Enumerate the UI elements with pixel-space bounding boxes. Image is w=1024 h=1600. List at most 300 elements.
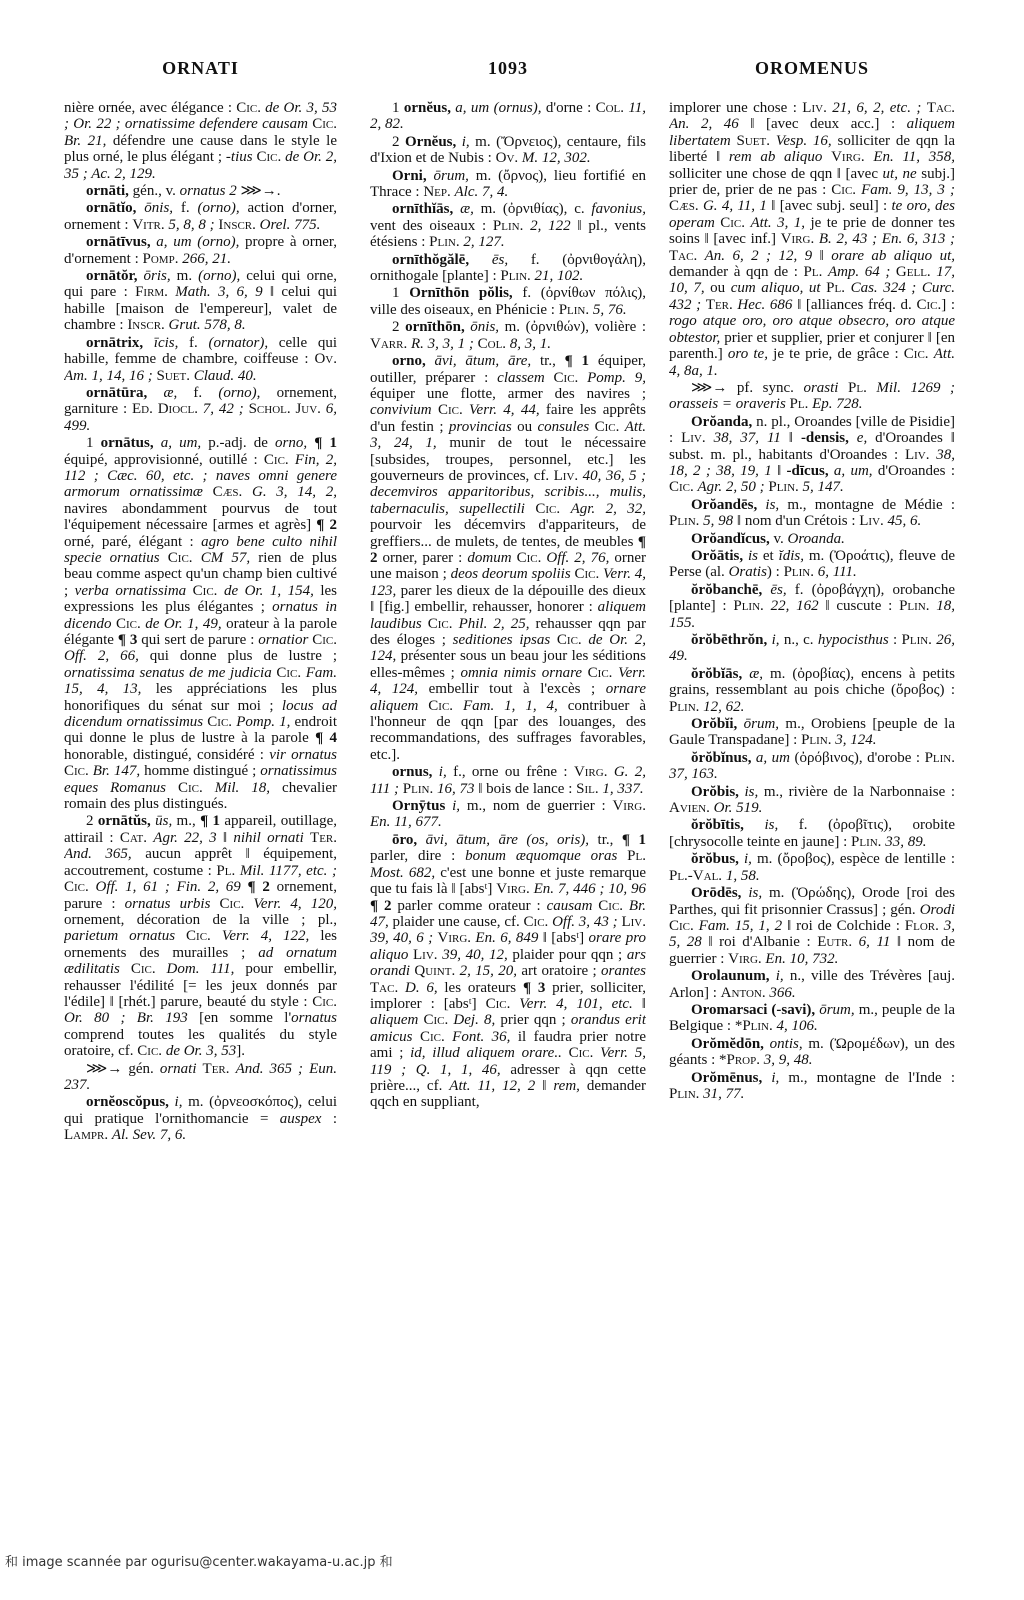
entry-text: m. (Ὀρώδης), Orode [roi des Parthes, qui fit prisonnier Crassus] ; gén. [669, 885, 955, 918]
entry-text: prier qqn ; [495, 1012, 571, 1029]
bold-text: ¶ 1 [307, 435, 337, 452]
italic-text: 38, 37, 11 [713, 430, 781, 447]
entry-text: vent des oiseaux : [370, 217, 493, 234]
author-abbrev: Pl.-Val. [669, 867, 726, 884]
bold-text: Orōdēs, [691, 885, 742, 902]
italic-text: ornatus [291, 1010, 337, 1027]
italic-text: Verr. 4, 122, [221, 928, 310, 945]
entry-text: ‖ [avec subj. seul] : [766, 198, 892, 215]
author-abbrev: Liv. [859, 513, 888, 530]
italic-text: 26, 49. [669, 632, 955, 665]
dictionary-entry [669, 666, 955, 715]
italic-text: oro te, [727, 346, 768, 363]
italic-text: a, um (orno), [150, 234, 240, 251]
italic-text: id, illud aliquem orare.. [410, 1045, 569, 1062]
italic-text: æ, [453, 201, 474, 218]
dictionary-entry [64, 268, 337, 334]
author-abbrev: Virg. [612, 798, 646, 815]
author-abbrev: Cic. [263, 451, 295, 468]
dictionary-entry [669, 716, 955, 749]
author-abbrev: Cic. [167, 549, 201, 566]
bold-text: Orŏātis, [691, 547, 744, 564]
italic-text: is, [738, 783, 759, 800]
bold-text: Orŏmĕdōn, [691, 1035, 764, 1052]
italic-text: 7, 42 ; [202, 401, 249, 418]
entry-text: ‖ [216, 829, 234, 846]
entry-text: solliciter de qqn la liberté ‖ [669, 132, 955, 166]
entry-text: m., peuple de la Belgique : [669, 1001, 955, 1035]
entry-text: f., orne ou frêne : [446, 764, 574, 781]
italic-text: ornatus urbis [124, 895, 220, 912]
entry-text: rien de plus beau comme aspect qu'un champ bien cultivé ; [64, 549, 337, 599]
entry-text: je te prie de donner tes soins ‖ [avec inf.] [669, 214, 955, 248]
author-abbrev: Cic. [903, 346, 934, 363]
author-abbrev: Cic. [423, 1012, 454, 1029]
entry-text: 1 [392, 100, 404, 116]
entry-text: équiper une flotte, armer des navires ; [370, 385, 646, 402]
entry-text: : [888, 632, 902, 648]
italic-text: Or. 80 ; Br. 193 [64, 1010, 188, 1027]
author-abbrev: Cic. [594, 418, 625, 435]
bold-text: ornus, [392, 764, 433, 781]
bold-text: ŏrŏbĭās, [691, 665, 743, 682]
italic-text: agro bene culto nihil specie ornatius [64, 533, 337, 566]
entry-text: ‖ [632, 995, 646, 1012]
entry-text: endroit qui donne le plus de lustre à la parole [64, 714, 337, 747]
entry-text: ‖ roi de Colchide : [782, 917, 905, 934]
italic-text: 22, 162 [770, 598, 819, 615]
entry-text: faire les apprêts d'un festin ; [370, 402, 646, 435]
dictionary-entry [669, 497, 955, 530]
dictionary-entry [64, 1061, 337, 1094]
author-abbrev: Pl. [826, 280, 851, 297]
author-abbrev: Cic. [598, 897, 629, 914]
italic-text: classem [497, 369, 554, 386]
italic-text: is, [743, 817, 779, 834]
italic-text: 33, 89. [885, 833, 927, 850]
entry-text: ‖ [780, 430, 801, 447]
bold-text: Orŏmēnus, [691, 1069, 763, 1086]
author-abbrev: Virg. [573, 764, 614, 781]
author-abbrev: Avien. [669, 800, 714, 817]
entry-text: parler, dire : [370, 848, 466, 865]
italic-text: is, [741, 885, 763, 902]
italic-text: 3, 9, 48. [763, 1052, 813, 1069]
entry-text: ou [704, 280, 731, 297]
author-abbrev: Plin. [733, 598, 771, 615]
entry-text: f. [173, 200, 198, 217]
dictionary-entry [669, 582, 955, 631]
author-abbrev: Plin. [669, 1085, 704, 1102]
entry-text: pour embellir, rehausser l'édilité [= les jeux donnés par l'édile] ‖ [rhét.] parure, beauté du style : [64, 961, 337, 1010]
italic-text: Hec. 686 [737, 296, 793, 313]
dictionary-entry [370, 168, 646, 201]
entry-text: ‖ roi d'Albanie : [701, 934, 818, 951]
author-abbrev: Cæs. [212, 484, 252, 501]
italic-text: G. 2, 111 ; [370, 764, 646, 797]
italic-text: 2, 127. [463, 234, 505, 251]
bold-text: ŏrŏbus, [691, 851, 739, 868]
italic-text: Amp. 64 ; [827, 264, 896, 281]
bold-text: ornīthŏgălē, [392, 251, 470, 268]
entry-text: f. (ὀρνιθογάλη), ornithogale [plante] : [370, 251, 646, 285]
entry-text: m., nom de guerrier : [460, 798, 613, 815]
entry-text: 2 [86, 813, 98, 830]
author-abbrev: Cic. [428, 697, 463, 714]
italic-text: ut, ne [882, 165, 917, 182]
author-abbrev: Plin. [402, 780, 437, 797]
bold-text: orno, [392, 353, 426, 370]
author-abbrev: Cic. [916, 296, 942, 313]
entry-text: ‖ celui qui habille [maison de l'empereur], valet de chambre : [64, 284, 337, 334]
entry-text: n. pl., Oroandes [ville de Pisidie] : [669, 413, 955, 447]
italic-text: An. 2, 46 [669, 116, 739, 133]
author-abbrev: Cic. [115, 615, 146, 632]
bold-text: Orŏbis, [691, 783, 739, 800]
dictionary-entry [669, 100, 955, 379]
entry-text: ‖ [771, 462, 787, 479]
italic-text: Or. 519. [713, 800, 763, 817]
dictionary-entry [370, 764, 646, 797]
italic-text: 6, 11 [858, 934, 891, 951]
italic-text: a, um, [828, 462, 873, 479]
entry-text: orateur à la parole élégante [64, 615, 337, 648]
italic-text: Fam. 15, 1, 2 [698, 917, 783, 934]
italic-text: 37, 163. [669, 766, 718, 783]
author-abbrev: Cic. [64, 763, 93, 780]
column-2 [370, 100, 646, 1515]
dictionary-entry [669, 531, 955, 547]
running-head-right: OROMENUS [754, 58, 869, 78]
italic-text: Mil. 18, [214, 779, 271, 796]
entry-text: ‖ [535, 1077, 554, 1094]
author-abbrev: Plin. [669, 513, 704, 530]
dictionary-entry [669, 1070, 955, 1103]
dictionary-entry [669, 968, 955, 1001]
italic-text: An. 6, 2 ; 12, 9 [704, 247, 813, 264]
author-abbrev: Sil. [576, 780, 603, 797]
author-abbrev: Lampr. [64, 1127, 112, 1144]
author-abbrev: Cat. [119, 829, 154, 846]
entry-text: m. [170, 268, 199, 285]
author-abbrev: Liv. [802, 100, 833, 116]
column-1 [64, 100, 337, 1515]
author-abbrev: Cic. [720, 214, 751, 231]
bold-text: ornātŏr, [86, 268, 138, 285]
entry-text: f. (ὀρνίθων πόλις), ville des oiseaux, en Phénicie : [370, 285, 646, 318]
italic-text: ornatior [258, 632, 313, 648]
italic-text: Verr. 4, 123, [370, 566, 646, 599]
entry-text: f. (ὀροβῖτις), orobite [chrysocolle teinte en jaune] : [669, 817, 955, 850]
italic-text: 12, 62. [703, 698, 745, 715]
entry-text: parer les dieux de la dépouille des dieux ‖ [fig.] embellir, rehausser, honorer : [370, 582, 646, 616]
entry-text: plaider une cause, cf. [388, 913, 524, 930]
author-abbrev: Pomp. [142, 250, 183, 267]
italic-text: 38, 18, 2 ; 38, 19, 1 [669, 446, 955, 479]
italic-text: 1, 58. [725, 867, 760, 884]
bold-text: ¶ 2 [370, 533, 646, 566]
bold-text: ornĕoscŏpus, [86, 1094, 169, 1111]
author-abbrev: Ter. [202, 1060, 236, 1077]
italic-text: Att. 4, 8a, 1. [669, 346, 955, 379]
dictionary-entry [64, 1094, 337, 1143]
entry-text: homme distingué ; [140, 763, 261, 780]
author-abbrev: Tac. [926, 100, 955, 116]
author-abbrev: Cic. [276, 664, 306, 681]
bold-text: Orolaunum, [691, 968, 770, 985]
author-abbrev: Cic. [831, 182, 862, 199]
author-abbrev: Pl. [789, 396, 813, 413]
italic-text: i, [762, 1069, 780, 1086]
italic-text: ōrum, [426, 167, 469, 184]
entry-text: prier, solliciter, implorer : [absᵗ] [370, 979, 646, 1012]
italic-text: Att. 11, 12, 2 [449, 1077, 536, 1094]
italic-text: Br. 147, [92, 763, 141, 780]
entry-text: défendre une cause dans le style le plus orné, le plus élégant ; [64, 132, 337, 166]
dictionary-entry [669, 1036, 955, 1069]
entry-text: : [321, 1110, 337, 1127]
italic-text: 21, 102. [534, 268, 584, 285]
italic-text: locus ad dicendum ornatissimus [64, 697, 337, 731]
author-abbrev: Pl. [803, 264, 828, 281]
author-abbrev: Suet. [736, 132, 776, 149]
italic-text: seditiones ipsas [452, 632, 557, 648]
italic-text: Verr. 4, 101, etc. [519, 995, 633, 1012]
author-abbrev: Cic. [64, 879, 96, 896]
italic-text: omnia nimis ornare [460, 664, 588, 681]
author-abbrev: Pl. [627, 848, 646, 865]
italic-text: consules [537, 418, 595, 435]
entry-text: rehausser qqn par des éloges ; [370, 615, 646, 648]
entry-text: subj.] prier de, prier de ne pas : [669, 165, 955, 199]
author-abbrev: Pl. [216, 862, 240, 879]
entry-text: d'Oroandes : [872, 462, 955, 479]
bold-text: ŏrŏbanchē, [691, 581, 763, 598]
entry-text: orner une maison ; [370, 549, 646, 583]
bold-text: ornāti, [86, 183, 129, 200]
author-abbrev: Cic. [523, 913, 553, 930]
entry-text: m., montagne de Médie : [779, 496, 955, 513]
italic-text: orasti [803, 379, 849, 396]
author-abbrev: Virg. [437, 930, 476, 947]
author-abbrev: Plin. [924, 749, 955, 766]
dictionary-entry [64, 385, 337, 434]
entry-text: plaider pour qqn ; [507, 946, 627, 963]
italic-text: 5, 147. [802, 479, 844, 496]
bold-text: -densis, [800, 430, 849, 447]
author-abbrev: Col. [477, 335, 510, 352]
dictionary-entry [370, 319, 646, 352]
dictionary-entry [370, 100, 646, 133]
italic-text: Fam. 1, 1, 4, [462, 697, 558, 714]
author-abbrev: Ed. Diocl. [132, 401, 203, 418]
italic-text: parietum ornatus [64, 928, 187, 945]
bold-text: ¶ 1 [564, 353, 590, 370]
bold-text: Ornĕus, [405, 133, 457, 150]
entry-text: p.-adj. de [201, 435, 276, 452]
italic-text: āvi, ātum, āre, [425, 353, 532, 370]
entry-text: ⋙→ gén. [86, 1060, 160, 1077]
italic-text: a, um (ornus), [450, 100, 542, 116]
italic-text: Fam. 15, 4, 13, [64, 664, 337, 698]
page-number: 1093 [488, 58, 528, 78]
italic-text: (orno), [197, 200, 240, 217]
author-abbrev: Cæs. [669, 198, 703, 215]
entry-text: je te prie, de grâce : [767, 346, 904, 363]
entry-text: 1 [86, 435, 101, 452]
entry-text: orner, parer : [377, 549, 468, 566]
italic-text: is, [757, 496, 780, 513]
bold-text: Oromarsaci (-savi), [691, 1001, 816, 1018]
italic-text: Br. 21, [64, 132, 107, 149]
italic-text: Verr. 5, 119 ; Q. 1, 1, 46, [370, 1045, 646, 1078]
bold-text: ¶ 1 [621, 831, 646, 848]
italic-text: En. 10, 732. [765, 950, 839, 967]
author-abbrev: Ter. [310, 829, 337, 846]
author-abbrev: Virg. [831, 149, 874, 166]
italic-text: ēs, [469, 251, 509, 268]
italic-text: vir ornatus [269, 746, 337, 763]
entry-text: navires abondamment pourvus de tout l'équipement nécessaire [armes et agrès] [64, 500, 337, 534]
entry-text: gén., v. [128, 183, 180, 200]
dictionary-entry [370, 285, 646, 318]
entry-text: embellir tout à l'excès ; [418, 681, 606, 698]
entry-text: m. (ὀροβίας), encens à petits grains, ressemblant au pois chiche (ὄροβος) : [669, 665, 955, 699]
italic-text: Pomp. 9, [587, 369, 646, 386]
italic-text: i, [445, 798, 461, 815]
dictionary-entry [370, 252, 646, 285]
author-abbrev: Virg. [780, 231, 819, 248]
dictionary-entry [64, 813, 337, 1059]
italic-text: auspex [279, 1110, 322, 1127]
italic-text: orandus erit amicus [370, 1012, 646, 1045]
bold-text: ornātūra, [86, 384, 148, 401]
italic-text: 8, 3, 1. [509, 335, 552, 352]
author-abbrev: Tac. [370, 979, 405, 996]
italic-text: En. 11, 358, [873, 149, 955, 166]
italic-text: 5, 76. [592, 301, 627, 318]
entry-text: ⋙→ pf. sync. [691, 379, 804, 396]
entry-text: (ὀρόβινος), d'orobe : [790, 749, 925, 766]
author-abbrev: Cic. [137, 1043, 166, 1060]
italic-text: And. 365 ; Eun. 237. [64, 1060, 337, 1093]
italic-text: En. 11, 677. [370, 814, 442, 831]
entry-text: [en somme l' [187, 1010, 292, 1027]
author-abbrev: Cic. [192, 582, 224, 599]
italic-text: Cas. 324 ; Curc. 432 ; [669, 280, 955, 313]
italic-text: domum [467, 549, 517, 566]
italic-text: ōrum, [737, 716, 780, 733]
author-abbrev: Liv. [621, 913, 646, 930]
author-abbrev: Nep. [423, 184, 455, 201]
italic-text: ornatus in dicendo [64, 599, 337, 632]
author-abbrev: Suet. [156, 367, 194, 384]
author-abbrev: Cic. [236, 100, 266, 116]
author-abbrev: Plin. [901, 632, 937, 648]
italic-text: 6, 499. [64, 401, 337, 434]
italic-text: Dej. 8, [453, 1012, 496, 1029]
entry-text: ‖ nom d'un Crétois : [733, 513, 860, 530]
entry-text: appareil, outillage, attirail : [64, 813, 337, 846]
entry-text: m. (ὄροβος), espèce de lentille : [751, 851, 955, 868]
entry-text: m. (Ὄρνειος), centaure, fils d'Ixion et de Nubis : [370, 133, 646, 167]
italic-text: ōris, [137, 268, 171, 285]
italic-text: ĭdis, [778, 547, 804, 564]
dictionary-entry [370, 798, 646, 831]
author-abbrev: Liv. [904, 446, 937, 463]
italic-text: provincias [448, 418, 512, 435]
entry-text: qui donne plus de lustre ; [138, 648, 337, 665]
dictionary-entry [370, 201, 646, 250]
italic-text: ornatus 2 [179, 183, 241, 200]
author-abbrev: Plin. [492, 217, 531, 234]
italic-text: hypocisthus [817, 632, 889, 648]
italic-text: Oratis [728, 564, 767, 581]
entry-text: présenter sous un beau jour les séditions elles-mêmes ; [370, 648, 646, 681]
author-abbrev: Ter. [705, 296, 738, 313]
italic-text: causam [546, 897, 599, 914]
author-abbrev: Plin. [768, 479, 803, 496]
running-head-left: ORNATI [162, 58, 239, 78]
author-abbrev: Plin. [783, 564, 818, 581]
italic-text: 17, 10, 7, [669, 264, 955, 297]
bold-text: -dīcus, [786, 462, 829, 479]
italic-text: 39, 40, 12, [442, 946, 508, 963]
author-abbrev: Cic. [256, 149, 286, 166]
entry-text: d'Oroandes ‖ subst. m. pl., habitants d'Oroandes : [669, 430, 955, 463]
entry-text: 1 [392, 285, 410, 302]
author-abbrev: Cic. [312, 993, 337, 1010]
entry-text: munir de tout le nécessaire [subsides, troupes, personnel, etc.] les gouverneurs de provinces, cf. [370, 435, 646, 484]
bold-text: ŏrŏbĭnus, [691, 749, 752, 766]
italic-text: Agr. 2, 32, [570, 500, 646, 517]
author-abbrev: *Plin. [734, 1018, 777, 1035]
author-abbrev: Cic. [219, 895, 254, 912]
italic-text: 366. [769, 984, 796, 1001]
author-abbrev: *Prop. [719, 1052, 764, 1069]
italic-text: rem, [553, 1077, 580, 1094]
entry-text: propre à orner, d'ornement : [64, 234, 337, 267]
entry-text: orné, paré, élégant : [64, 533, 202, 550]
italic-text: 21, 6, 2, etc. ; [832, 100, 927, 116]
entry-text: les appréciations les plus honorifiques du sénat sur moi ; [64, 681, 337, 714]
entry-text: aucun apprêt ‖ équipement, accoutrement, costume : [64, 846, 337, 879]
italic-text: 1, 337. [602, 780, 644, 797]
entry-text: contribuer à l'honneur de qqn [par des louanges, des recommandations, des suffrages favorables, etc.]. [370, 697, 646, 763]
entry-text: les orateurs [437, 979, 523, 996]
dictionary-entry [64, 234, 337, 267]
entry-text: ‖ bois de lance : [474, 780, 577, 797]
italic-text: a, um, [153, 435, 202, 452]
italic-text: cum aliquo, ut [730, 280, 827, 297]
bold-text: ¶ 2 [316, 517, 337, 534]
author-abbrev: Cic. [427, 615, 459, 632]
italic-text: orare pro aliquo [370, 930, 646, 963]
entry-text: les expressions les plus élégantes ; [64, 582, 337, 616]
italic-text: i, [456, 133, 470, 150]
italic-text: orantes [601, 963, 646, 980]
entry-text: 2 [392, 133, 405, 150]
italic-text: favonius, [591, 201, 646, 218]
italic-text: Mil. 1177, etc. ; [239, 862, 337, 879]
dictionary-entry [669, 885, 955, 967]
bold-text: ornĕus, [403, 100, 451, 116]
italic-text: ars orandi [370, 946, 646, 980]
author-abbrev: Cic. [516, 549, 547, 566]
entry-text: 2 [392, 319, 406, 336]
italic-text: īcis, [143, 334, 179, 351]
entry-text: m., Orobiens [peuple de la Gaule Transpadane] : [669, 716, 955, 749]
